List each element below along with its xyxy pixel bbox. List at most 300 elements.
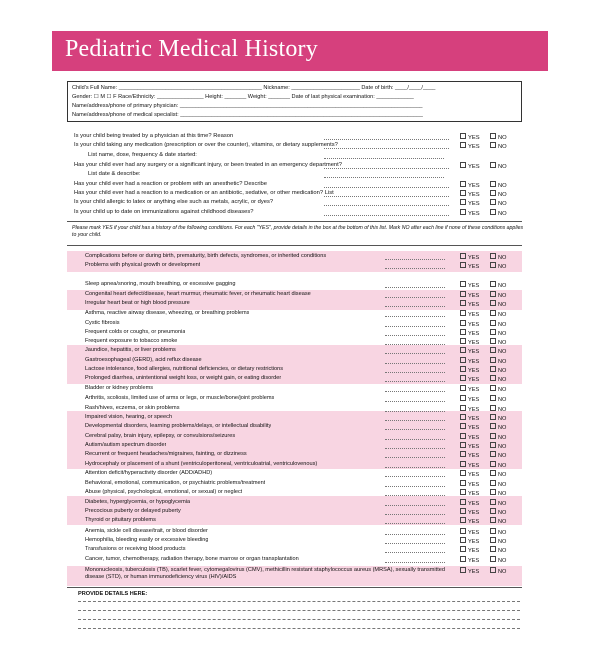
answer-line (385, 366, 445, 373)
checkbox-icon (490, 357, 496, 363)
question-text: List name, dose, frequency & date started: (88, 152, 197, 158)
no-checkbox[interactable]: NO (490, 320, 506, 328)
answer-line (385, 489, 445, 496)
condition-row (85, 329, 520, 338)
no-checkbox[interactable]: NO (490, 347, 506, 355)
checkbox-icon (490, 451, 496, 457)
condition-row (85, 300, 520, 309)
condition-text: Sleep apnea/snoring, mouth breathing, or excessive gagging (85, 281, 236, 287)
condition-text: Precocious puberty or delayed puberty (85, 508, 181, 514)
no-checkbox[interactable]: NO (490, 300, 506, 308)
answer-line (385, 320, 445, 327)
condition-text: Anemia, sickle cell disease/trait, or blood disorder (85, 528, 208, 534)
condition-row (85, 451, 520, 460)
checkbox-icon (460, 405, 466, 411)
checkbox-icon (460, 329, 466, 335)
checkbox-icon (490, 385, 496, 391)
yes-checkbox[interactable]: YES (460, 209, 480, 217)
condition-text: Gastroesophageal (GERD), acid reflux disease (85, 357, 202, 363)
yes-checkbox[interactable]: YES (460, 300, 479, 308)
checkbox-icon (460, 366, 466, 372)
no-checkbox[interactable]: NO (490, 329, 506, 337)
no-checkbox[interactable]: NO (490, 546, 506, 554)
condition-row (85, 546, 520, 555)
details-line[interactable] (78, 628, 520, 629)
checkbox-icon (460, 291, 466, 297)
condition-text: Problems with physical growth or development (85, 262, 201, 268)
checkbox-icon (490, 375, 496, 381)
checkbox-icon (460, 537, 466, 543)
yes-checkbox[interactable]: YES (460, 451, 479, 459)
condition-text: Complications before or during birth, prematurity, birth defects, syndromes, or inherited conditions (85, 253, 327, 259)
answer-line (385, 537, 445, 544)
condition-text: Thyroid or pituitary problems (85, 517, 156, 523)
checkbox-icon (460, 190, 466, 196)
condition-row (85, 405, 520, 414)
answer-line (385, 405, 445, 412)
answer-line (385, 499, 445, 506)
condition-text: Asthma, reactive airway disease, wheezing, or breathing problems (85, 310, 250, 316)
checkbox-icon (490, 310, 496, 316)
no-checkbox[interactable]: NO (490, 423, 506, 431)
yes-checkbox[interactable]: YES (460, 310, 479, 318)
answer-line (385, 546, 445, 553)
checkbox-icon (490, 442, 496, 448)
condition-text: Hydrocephaly or placement of a shunt (ventriculoperitoneal, ventriculoatrial, ventriculovenous) (85, 461, 318, 467)
checkbox-icon (460, 423, 466, 429)
checkbox-icon (460, 375, 466, 381)
no-checkbox[interactable]: NO (490, 470, 506, 478)
no-checkbox[interactable]: NO (490, 357, 506, 365)
checkbox-icon (490, 567, 496, 573)
condition-text: Attention deficit/hyperactivity disorder (ADD/ADHD) (85, 470, 213, 476)
question-text: Is your child allergic to latex or anything else such as metals, acrylic, or dyes? (74, 199, 274, 205)
checkbox-icon (460, 480, 466, 486)
answer-line (385, 480, 445, 487)
yes-checkbox[interactable]: YES (460, 395, 479, 403)
child-name-line[interactable]: Child's Full Name: ______________________________________________ Nickname: ______________________ Date of birth: ____/____/____ (72, 85, 436, 91)
checkbox-icon (490, 347, 496, 353)
answer-line[interactable] (324, 209, 449, 216)
checkbox-icon (460, 414, 466, 420)
no-checkbox[interactable]: NO (490, 338, 506, 346)
checkbox-icon (460, 461, 466, 467)
yes-checkbox[interactable]: YES (460, 190, 480, 198)
answer-line (385, 385, 445, 392)
no-checkbox[interactable]: NO (490, 310, 506, 318)
yes-checkbox[interactable]: YES (460, 546, 479, 554)
no-checkbox[interactable]: NO (490, 567, 506, 575)
checkbox-icon (460, 357, 466, 363)
yes-checkbox[interactable]: YES (460, 375, 479, 383)
condition-text: Arthritis, scoliosis, limited use of arms or legs, or muscle/bone/joint problems (85, 395, 275, 401)
condition-text: Rash/hives, eczema, or skin problems (85, 405, 180, 411)
condition-text: Cerebral palsy, brain injury, epilepsy, or convulsions/seizures (85, 433, 236, 439)
condition-row (85, 508, 520, 517)
checkbox-icon (490, 338, 496, 344)
checkbox-icon (490, 181, 496, 187)
primary-physician-line[interactable]: Name/address/phone of primary physician: ______________________________________________________________________________ (72, 103, 423, 109)
yes-checkbox[interactable]: YES (460, 517, 479, 525)
answer-line (385, 470, 445, 477)
condition-text: Autism/autism spectrum disorder (85, 442, 167, 448)
question-row (74, 171, 520, 180)
condition-text: Bladder or kidney problems (85, 385, 154, 391)
answer-line (385, 347, 445, 354)
yes-checkbox[interactable]: YES (460, 423, 479, 431)
yes-checkbox[interactable]: YES (460, 433, 479, 441)
condition-row (85, 433, 520, 442)
checkbox-icon (460, 209, 466, 215)
checkbox-icon (490, 199, 496, 205)
answer-line (385, 508, 445, 515)
condition-text: Frequent colds or coughs, or pneumonia (85, 329, 186, 335)
checkbox-icon (460, 567, 466, 573)
yes-checkbox[interactable]: YES (460, 499, 479, 507)
checkbox-icon (460, 199, 466, 205)
checkbox-icon (490, 508, 496, 514)
question-row (74, 152, 520, 161)
no-checkbox[interactable]: NO (490, 480, 506, 488)
checkbox-icon (490, 253, 496, 259)
answer-line (385, 395, 445, 402)
checkbox-icon (460, 395, 466, 401)
checkbox-icon (490, 320, 496, 326)
condition-row (85, 281, 520, 290)
no-checkbox[interactable]: NO (490, 366, 506, 374)
question-row (74, 199, 520, 208)
yes-checkbox[interactable]: YES (460, 329, 479, 337)
details-line[interactable] (78, 610, 520, 611)
divider (67, 245, 522, 246)
checkbox-icon (490, 489, 496, 495)
no-checkbox[interactable]: NO (490, 395, 506, 403)
checkbox-icon (490, 537, 496, 543)
answer-line (385, 338, 445, 345)
no-checkbox[interactable]: NO (490, 375, 506, 383)
question-row (74, 190, 520, 199)
child-info-box (67, 81, 522, 122)
no-checkbox[interactable]: NO (490, 517, 506, 525)
condition-text: Frequent exposure to tobacco smoke (85, 338, 178, 344)
no-checkbox[interactable]: NO (490, 281, 506, 289)
condition-row (85, 556, 520, 565)
condition-row (85, 347, 520, 356)
checkbox-icon (490, 300, 496, 306)
yes-checkbox[interactable]: YES (460, 405, 479, 413)
no-checkbox[interactable]: NO (490, 181, 507, 189)
checkbox-icon (490, 366, 496, 372)
checkbox-icon (460, 442, 466, 448)
no-checkbox[interactable]: NO (490, 537, 506, 545)
no-checkbox[interactable]: NO (490, 262, 506, 270)
checkbox-icon (460, 517, 466, 523)
condition-text: Lactose intolerance, food allergies, nutritional deficiencies, or dietary restrictions (85, 366, 284, 372)
condition-text: Behavioral, emotional, communication, or psychiatric problems/treatment (85, 480, 266, 486)
no-checkbox[interactable]: NO (490, 451, 506, 459)
checkbox-icon (460, 347, 466, 353)
checkbox-icon (490, 209, 496, 215)
checkbox-icon (460, 451, 466, 457)
yes-checkbox[interactable]: YES (460, 556, 479, 564)
no-checkbox[interactable]: NO (490, 133, 507, 141)
yes-checkbox[interactable]: YES (460, 537, 479, 545)
no-checkbox[interactable]: NO (490, 499, 506, 507)
no-checkbox[interactable]: NO (490, 414, 506, 422)
checkbox-icon (460, 300, 466, 306)
yes-checkbox[interactable]: YES (460, 162, 480, 170)
no-checkbox[interactable]: NO (490, 405, 506, 413)
medical-specialist-line[interactable]: Name/address/phone of medical specialist: ______________________________________________________________________________ (72, 112, 423, 118)
checkbox-icon (460, 133, 466, 139)
condition-row (85, 567, 520, 580)
no-checkbox[interactable]: NO (490, 508, 506, 516)
checkbox-icon (490, 162, 496, 168)
checkbox-icon (460, 385, 466, 391)
answer-line (385, 433, 445, 440)
yes-checkbox[interactable]: YES (460, 291, 479, 299)
condition-row (85, 489, 520, 498)
question-text: List date & describe: (88, 171, 141, 177)
yes-checkbox[interactable]: YES (460, 133, 480, 141)
yes-checkbox[interactable]: YES (460, 489, 479, 497)
condition-row (85, 414, 520, 423)
yes-checkbox[interactable]: YES (460, 181, 480, 189)
yes-checkbox[interactable]: YES (460, 385, 479, 393)
condition-text: Diabetes, hyperglycemia, or hypoglycemia (85, 499, 191, 505)
question-text: Is your child being treated by a physician at this time? Reason (74, 133, 234, 139)
condition-text: Jaundice, hepatitis, or liver problems (85, 347, 176, 353)
answer-line (385, 461, 445, 468)
no-checkbox[interactable]: NO (490, 489, 506, 497)
answer-line[interactable] (324, 133, 449, 140)
condition-row (85, 366, 520, 375)
divider (67, 587, 522, 588)
checkbox-icon (460, 499, 466, 505)
answer-line (385, 528, 445, 535)
checkbox-icon (490, 291, 496, 297)
yes-checkbox[interactable]: YES (460, 347, 479, 355)
condition-text: Transfusions or receiving blood products (85, 546, 186, 552)
answer-line (385, 414, 445, 421)
checkbox-icon (490, 517, 496, 523)
checkbox-icon (490, 395, 496, 401)
no-checkbox[interactable]: NO (490, 253, 506, 261)
yes-checkbox[interactable]: YES (460, 281, 479, 289)
answer-line[interactable] (324, 181, 449, 188)
condition-text: Prolonged diarrhea, unintentional weight loss, or weight gain, or eating disorder (85, 375, 282, 381)
condition-row (85, 395, 520, 404)
no-checkbox[interactable]: NO (490, 291, 506, 299)
question-text: Is your child up to date on immunizations against childhood diseases? (74, 209, 254, 215)
condition-row (85, 320, 520, 329)
yes-checkbox[interactable]: YES (460, 199, 480, 207)
checkbox-icon (460, 310, 466, 316)
checkbox-icon (490, 546, 496, 552)
checkbox-icon (490, 556, 496, 562)
no-checkbox[interactable]: NO (490, 461, 506, 469)
checkbox-icon (490, 470, 496, 476)
yes-checkbox[interactable]: YES (460, 253, 479, 261)
condition-row (85, 291, 520, 300)
answer-line (385, 253, 445, 260)
answer-line (385, 281, 445, 288)
answer-line[interactable] (324, 190, 449, 197)
checkbox-icon (490, 281, 496, 287)
checkbox-icon (490, 480, 496, 486)
yes-checkbox[interactable]: YES (460, 442, 479, 450)
checkbox-icon (490, 414, 496, 420)
answer-line (385, 517, 445, 524)
condition-text: Abuse (physical, psychological, emotional, or sexual) or neglect (85, 489, 243, 495)
yes-checkbox[interactable]: YES (460, 414, 479, 422)
checkbox-icon (490, 461, 496, 467)
question-row (74, 209, 520, 218)
no-checkbox[interactable]: NO (490, 556, 506, 564)
question-text: Has your child ever had a reaction to a medication or an antibiotic, sedative, or other medication? List (74, 190, 334, 196)
yes-checkbox[interactable]: YES (460, 508, 479, 516)
checkbox-icon (460, 338, 466, 344)
condition-text: Cystic fibrosis (85, 320, 120, 326)
condition-row (85, 517, 520, 526)
answer-line (385, 423, 445, 430)
checkbox-icon (460, 508, 466, 514)
checkbox-icon (460, 142, 466, 148)
answer-line (385, 442, 445, 449)
no-checkbox[interactable]: NO (490, 433, 506, 441)
condition-row (85, 442, 520, 451)
answer-line (385, 310, 445, 317)
answer-line (385, 375, 445, 382)
checkbox-icon (490, 528, 496, 534)
condition-row (85, 537, 520, 546)
checkbox-icon (460, 556, 466, 562)
divider (67, 221, 522, 222)
answer-line (385, 300, 445, 307)
checkbox-icon (460, 528, 466, 534)
checkbox-icon (460, 489, 466, 495)
condition-row (85, 385, 520, 394)
condition-text: Cancer, tumor, chemotherapy, radiation therapy, bone marrow or organ transplantation (85, 556, 299, 562)
yes-checkbox[interactable]: YES (460, 142, 480, 150)
details-line[interactable] (78, 619, 520, 620)
checkbox-icon (490, 329, 496, 335)
answer-line (385, 556, 445, 563)
condition-text: Irregular heart beat or high blood pressure (85, 300, 190, 306)
no-checkbox[interactable]: NO (490, 442, 506, 450)
yes-checkbox[interactable]: YES (460, 262, 479, 270)
no-checkbox[interactable]: NO (490, 142, 507, 150)
no-checkbox[interactable]: NO (490, 199, 507, 207)
yes-checkbox[interactable]: YES (460, 480, 479, 488)
gender-line[interactable]: Gender: ☐ M ☐ F Race/Ethnicity: _______________ Height: _______ Weight: _______ Date of last physical examination: ____________ (72, 94, 414, 100)
no-checkbox[interactable]: NO (490, 209, 507, 217)
checkbox-icon (460, 433, 466, 439)
condition-row (85, 338, 520, 347)
yes-checkbox[interactable]: YES (460, 470, 479, 478)
condition-row (85, 528, 520, 537)
question-text: Has your child ever had a reaction or problem with an anesthetic? Describe (74, 181, 268, 187)
yes-checkbox[interactable]: YES (460, 320, 479, 328)
page-title: Pediatric Medical History (65, 36, 318, 62)
checkbox-icon (490, 423, 496, 429)
answer-line (385, 329, 445, 336)
answer-line[interactable] (324, 152, 444, 159)
answer-line[interactable] (324, 142, 449, 149)
details-label: PROVIDE DETAILS HERE: (78, 591, 148, 597)
checkbox-icon (490, 142, 496, 148)
checkbox-icon (490, 405, 496, 411)
yes-checkbox[interactable]: YES (460, 461, 479, 469)
checkbox-icon (460, 470, 466, 476)
condition-row (85, 357, 520, 366)
condition-row (85, 310, 520, 319)
condition-row (85, 470, 520, 479)
condition-row (85, 375, 520, 384)
yes-checkbox[interactable]: YES (460, 366, 479, 374)
question-text: Is your child taking any medication (prescription or over the counter), vitamins, or dietary supplements? (74, 142, 338, 148)
checkbox-icon (460, 320, 466, 326)
instructions-text: Please mark YES if your child has a history of the following conditions. For each "YES", provide details in the box at the bottom of this list. Mark NO after each line if none of these conditions applies to your child. (72, 225, 524, 238)
yes-checkbox[interactable]: YES (460, 567, 479, 575)
checkbox-icon (490, 190, 496, 196)
condition-text: Developmental disorders, learning problems/delays, or intellectual disability (85, 423, 272, 429)
answer-line (385, 262, 445, 269)
answer-line[interactable] (324, 199, 449, 206)
condition-row (85, 461, 520, 470)
condition-row (85, 262, 520, 271)
no-checkbox[interactable]: NO (490, 528, 506, 536)
answer-line[interactable] (324, 171, 444, 178)
condition-row (85, 499, 520, 508)
no-checkbox[interactable]: NO (490, 162, 507, 170)
details-line[interactable] (78, 601, 520, 602)
condition-row (85, 423, 520, 432)
no-checkbox[interactable]: NO (490, 385, 506, 393)
answer-line (385, 451, 445, 458)
checkbox-icon (460, 546, 466, 552)
question-row (74, 181, 520, 190)
question-row (74, 162, 520, 171)
yes-checkbox[interactable]: YES (460, 338, 479, 346)
question-row (74, 142, 520, 151)
checkbox-icon (490, 433, 496, 439)
condition-text: Impaired vision, hearing, or speech (85, 414, 173, 420)
condition-text: Mononucleosis, tuberculosis (TB), scarlet fever, cytomegalovirus (CMV), methicillin resistant staphylococcus aureus (MRSA), sexually transmitted disease (STD), or human immunodeficiency virus (HIV)/AIDS (85, 567, 445, 580)
question-row (74, 133, 520, 142)
yes-checkbox[interactable]: YES (460, 357, 479, 365)
checkbox-icon (490, 262, 496, 268)
answer-line (385, 291, 445, 298)
condition-row (85, 480, 520, 489)
condition-text: Recurrent or frequent headaches/migraines, fainting, or dizziness (85, 451, 247, 457)
checkbox-icon (490, 133, 496, 139)
checkbox-icon (460, 262, 466, 268)
answer-line[interactable] (324, 162, 449, 169)
condition-row (85, 253, 520, 262)
header-band (52, 31, 548, 71)
condition-text: Congenital heart defect/disease, heart murmur, rheumatic fever, or rheumatic heart disease (85, 291, 311, 297)
checkbox-icon (460, 162, 466, 168)
checkbox-icon (460, 253, 466, 259)
checkbox-icon (490, 499, 496, 505)
checkbox-icon (460, 281, 466, 287)
answer-line (385, 357, 445, 364)
no-checkbox[interactable]: NO (490, 190, 507, 198)
yes-checkbox[interactable]: YES (460, 528, 479, 536)
checkbox-icon (460, 181, 466, 187)
question-text: Has your child ever had any surgery or a significant injury, or been treated in an emergency department? (74, 162, 342, 168)
